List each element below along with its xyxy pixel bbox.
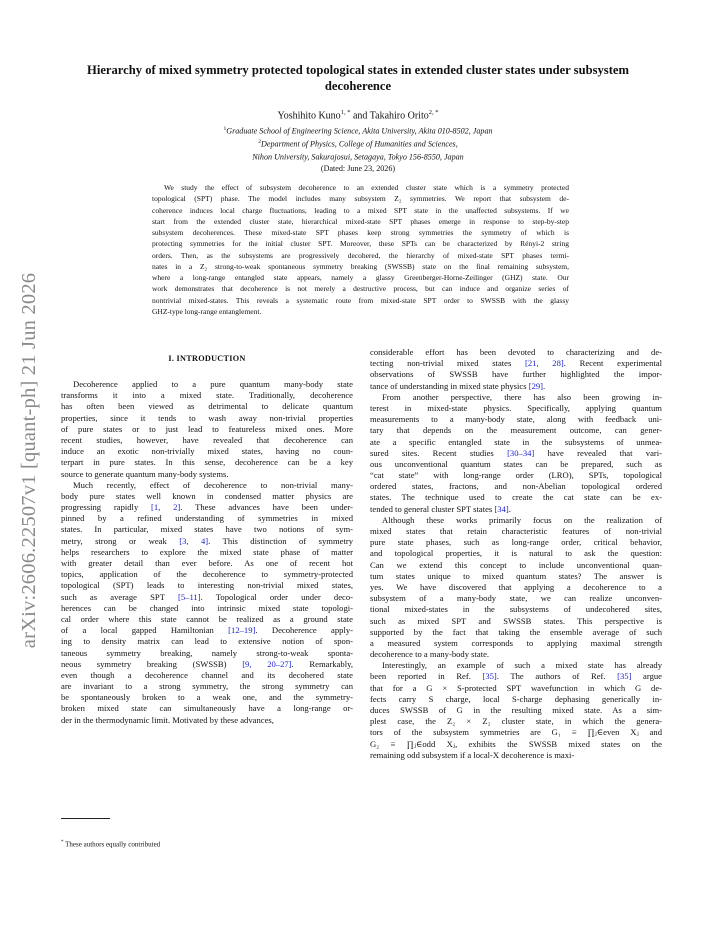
- body-text-line: ordered states, fractons, and non-Abelian topological ordered: [370, 481, 662, 492]
- body-text-line: even though a decoherence channel and its decohered state: [61, 669, 353, 680]
- body-text-line: measurements to a many-body state, along with feedback uni-: [370, 414, 662, 425]
- body-text-line: tended to general cluster SPT states [34].: [370, 503, 511, 514]
- body-text-line: der in the thermodynamic limit. Motivated by these advances,: [61, 714, 274, 725]
- body-text-line: ous unconventional quantum states can be prepared, such as: [370, 458, 662, 469]
- body-text-line: metry, strong or weak [3, 4]. This distinction of symmetry: [61, 535, 353, 546]
- left-column: [61, 347, 353, 726]
- body-text-line: tecting non-trivial mixed states [21, 28]. Recent experimental: [370, 358, 662, 369]
- body-text-line: subsystem of a many-body state, we can realize unconven-: [370, 593, 662, 604]
- citation-link[interactable]: [29]: [528, 380, 544, 391]
- abstract-line: nates in a Z₂ strong-to-weak spontaneous symmetry breaking (SWSSB) state on the final remaining subsystem,: [152, 261, 569, 271]
- body-text-line: pinned by a refined understanding of symmetries in mixed: [61, 513, 353, 524]
- body-text-line: been reported in Ref. [35]. The authors of Ref. [35] argue: [370, 671, 662, 682]
- body-text-line: Much recently, effect of decoherence to non-trivial many-: [73, 479, 353, 490]
- abstract-line: orders. Then, as the subsystems are progressively decohered, the hierarchy of mixed-state SPT phases termi-: [152, 250, 569, 260]
- right-column-text: [370, 347, 662, 761]
- citation-link[interactable]: [21, 28]: [525, 358, 564, 369]
- left-column-text: [61, 379, 353, 726]
- section-heading: I. INTRODUCTION: [168, 354, 246, 363]
- affiliation-line: [78, 150, 638, 163]
- abstract-line: GHZ-type long-range entanglement.: [152, 306, 262, 316]
- body-text-line: From another perspective, there has also been growing in-: [382, 391, 662, 402]
- body-text-line: terest in mixed-state physics. Specifically, applying quantum: [370, 402, 662, 413]
- citation-link[interactable]: [3, 4]: [179, 535, 209, 546]
- author-1-name: Yoshihito Kuno: [277, 110, 341, 122]
- body-text-line: progressing rapidly [1, 2]. These advances have been under-: [61, 502, 353, 513]
- body-text-line: such as average SPT [5–11]. Topological order under deco-: [61, 591, 354, 602]
- body-text-line: transforms it into a mixed state. Traditionally, decoherence: [61, 390, 353, 401]
- body-text-line: pure state phases, such as long-range order, critical behavior,: [370, 537, 662, 548]
- affiliation-mark: 2: [258, 138, 262, 145]
- abstract-line: subsystem decoherences. These mixed-state SPT phases keep strong symmetries the symmetry of which is: [152, 228, 569, 237]
- footnote: [61, 838, 353, 849]
- body-text-line: sured sites. Recent studies [30–34] have revealed that vari-: [370, 447, 662, 458]
- paper-title: Hierarchy of mixed symmetry protected topological states in extended cluster states under subsystem decoherence: [87, 63, 629, 93]
- body-text-line: states. In particular, mixed states have two notions of sym-: [61, 524, 353, 535]
- right-column: [370, 347, 662, 761]
- body-text-line: recent studies, however, have revealed that decoherence can: [61, 434, 353, 445]
- citation-link[interactable]: [5–11]: [178, 591, 201, 602]
- abstract-line: We study the effect of subsystem decoherence to an extended cluster state which is a symmetry protected: [164, 183, 569, 192]
- body-text-line: induce an exotic non-trivially mixed states, having no coun-: [61, 446, 353, 457]
- body-text-line: G₂ ≡ ∏ⱼ∈odd Xⱼ, exhibits the SWSSB mixed states on the: [370, 738, 662, 749]
- body-text-line: Interestingly, an example of such a mixed state has already: [382, 660, 662, 671]
- body-text-line: be spontaneously broken to a weak one, and the symmetry-: [61, 692, 353, 703]
- body-text-line: neous symmetry breaking (SWSSB) [9, 20–27]. Remarkably,: [61, 658, 353, 669]
- body-text-line: duces SWSSB of G in the resulting mixed state. As a sim-: [370, 705, 662, 715]
- body-text-line: fects carry S charge, local S-charge dephasing generically in-: [370, 693, 662, 704]
- footnote-mark: *: [61, 840, 64, 845]
- body-text-line: of a local gapped Hamiltonian [12–19]. Decoherence apply-: [61, 625, 353, 636]
- body-text-line: such as mixed SPT and SWSSB states. This perspective is: [370, 615, 662, 626]
- body-text-line: topological (SPT) leads to interesting non-trivial mixed states,: [61, 580, 353, 591]
- body-text-line: that for a G × S-protected SPT wavefunction in which G de-: [370, 682, 662, 693]
- abstract-line: topological (SPT) phase. The model includes many subsystem Z₂ symmetries. We report that subsystem de-: [152, 194, 569, 204]
- body-text-line: herences can be changed into intrinsic mixed state topologi-: [61, 602, 353, 613]
- affiliation-text: Graduate School of Engineering Science, Akita University, Akita 010-8502, Japan: [226, 126, 493, 136]
- date-line: (Dated: June 23, 2026): [320, 164, 396, 173]
- arxiv-identifier: arXiv:2606.22507v1 [quant-ph] 21 Jun 2026: [18, 272, 41, 648]
- body-text-line: and topological properties, it is natural to ask the question:: [370, 548, 662, 559]
- affiliation-line: [78, 124, 638, 137]
- author-line: [78, 107, 638, 122]
- body-text-line: plest case, the Z₂ × Z₂ cluster state, in which the genera-: [370, 716, 662, 727]
- body-text-line: tional mixed-states in the subsystems of undecohered sites,: [370, 604, 662, 615]
- body-text-line: topics, application of the decoherence to symmetry-protected: [61, 569, 353, 580]
- body-text-line: broken mixed state can simultaneously have a long-range or-: [61, 703, 353, 714]
- abstract-line: work demonstrates that decoherence is not merely a destructive process, but can induce and organize series of: [152, 284, 569, 294]
- footnote-rule: [61, 818, 110, 819]
- affiliation-mark: 1: [223, 126, 227, 132]
- abstract-line: coherence induces local charge fluctuations, leading to a mixed SPT state in the unaffected subsystems. If we: [152, 205, 569, 215]
- body-text-line: observations of SWSSB have further highlighted the impor-: [370, 369, 662, 380]
- body-text-line: ate a specific entangled state in the subsystems of unmea-: [370, 436, 662, 447]
- author-1-marks: 1, *: [340, 109, 351, 116]
- author-conjunction: and: [352, 110, 368, 122]
- citation-link[interactable]: [1, 2]: [151, 502, 181, 513]
- affiliation-text: Nihon University, Sakurajosui, Setagaya, Tokyo 156-8550, Japan: [252, 152, 464, 162]
- body-text-line: helps researchers to explore the mixed state phase of matter: [61, 546, 353, 557]
- body-text-line: tary that depends on the measurement outcome, can gener-: [370, 425, 662, 436]
- arxiv-side-stamp: [8, 250, 52, 670]
- abstract-line: protecting symmetries for the initial cluster SPT. Moreover, these SPTs can be characterized by Rényi-2 string: [152, 239, 569, 249]
- body-text-line: states. The technique used to create the cat state can be ex-: [370, 492, 662, 503]
- body-text-line: supported by the fact that taking the ensemble average of such: [370, 626, 662, 637]
- body-text-line: mixed states that retain characteristic features of non-trivial: [370, 526, 662, 536]
- abstract-line: nontrivial mixed-states. This reveals a systematic route from mixed-state SPT order to SWSSB with the glassy: [152, 295, 569, 305]
- body-text-line: has often been viewed as detrimental to delicate quantum: [61, 401, 353, 412]
- affiliation-line: [78, 137, 638, 150]
- body-text-line: a measured system corresponds to applying maximal strength: [370, 637, 662, 648]
- body-text-line: of pure states or to just lead to featureless mixed ones. More: [61, 423, 353, 434]
- citation-link[interactable]: [35]: [617, 671, 632, 682]
- body-text-line: Can we extend this concept to include unconventional quan-: [370, 559, 662, 570]
- author-2-name: Takahiro Orito: [369, 110, 429, 122]
- body-text-line: source to generate quantum many-body systems.: [61, 468, 229, 479]
- abstract-line: where a long-range entangled state appears, namely a glassy Greenberger-Horne-Zeilinger (GHZ) state. Our: [152, 273, 569, 282]
- body-text-line: yes. We have discovered that applying a decoherence to a: [370, 581, 662, 592]
- body-text-line: body pure states well known in condensed matter physics are: [61, 490, 353, 501]
- body-text-line: properties, since it tends to wash away non-trivial properties: [61, 412, 353, 423]
- body-text-line: are invariant to a strong symmetry, the strong symmetry can: [61, 681, 353, 692]
- footnote-text: These authors equally contributed: [65, 840, 161, 849]
- abstract: [152, 182, 569, 317]
- body-text-line: decoherence to a many-body state.: [370, 649, 490, 660]
- body-text-line: tum states unique to mixed quantum states? The answer is: [370, 570, 662, 581]
- body-text-line: tors of the subsystem symmetries are G₁ ≡ ∏ⱼ∈even Xⱼ and: [370, 727, 662, 738]
- citation-link[interactable]: [35]: [482, 671, 497, 682]
- body-text-line: considerable effort has been devoted to characterizing and de-: [370, 347, 662, 357]
- body-text-line: with greater detail than ever before. As one of recent hot: [61, 558, 353, 568]
- body-text-line: ing to density matrix can lead to extensive notion of spon-: [61, 636, 353, 647]
- affiliation-text: Department of Physics, College of Humanities and Sciences,: [261, 139, 458, 149]
- body-text-line: taneous symmetry breaking, namely strong-to-weak sponta-: [61, 647, 353, 658]
- body-text-line: Decoherence applied to a pure quantum many-body state: [73, 379, 353, 389]
- affiliations: [78, 124, 638, 163]
- body-text-line: “cat state” with long-range order (LRO), SPTs, topological: [370, 470, 662, 481]
- body-text-line: cal order where this state cannot be realized as a ground state: [61, 613, 353, 624]
- citation-link[interactable]: [30–34]: [507, 447, 535, 458]
- citation-link[interactable]: [12–19]: [228, 625, 256, 636]
- citation-link[interactable]: [9, 20–27]: [242, 658, 292, 669]
- body-text-line: terpart in pure states. In this sense, decoherence can be a key: [61, 457, 353, 468]
- body-text-line: tance of understanding in mixed state physics [29].: [370, 380, 546, 391]
- body-text-line: Although these works primarily focus on the realization of: [382, 514, 662, 525]
- abstract-line: start from the extended cluster state, hierarchical mixed-state SPT phases emerge in response to step-by-step: [152, 216, 569, 226]
- author-2-marks: 2, *: [428, 109, 439, 116]
- citation-link[interactable]: [34]: [494, 503, 509, 514]
- body-text-line: remaining odd subsystem if a local-X decoherence is maxi-: [370, 749, 575, 760]
